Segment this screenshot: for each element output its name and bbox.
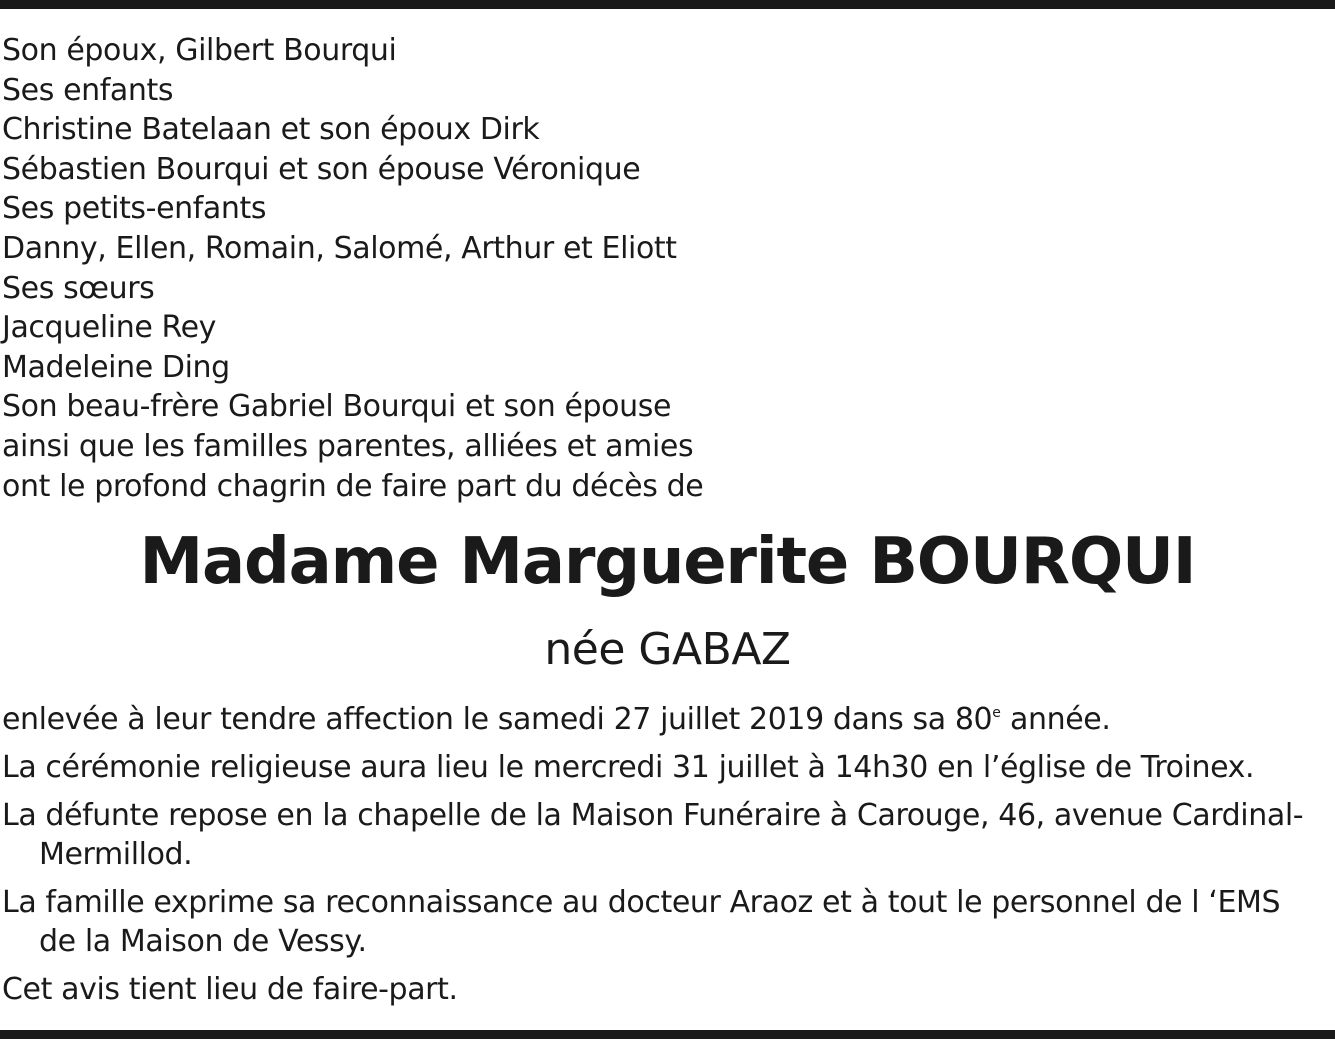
death-text: enlevée à leur tendre affection le samedi 27 juillet 2019 dans sa 80 — [2, 702, 993, 737]
rest-info-line: La défunte repose en la chapelle de la Maison Funéraire à Carouge, 46, avenue Cardinal- — [2, 798, 1304, 833]
family-line: Danny, Ellen, Romain, Salomé, Arthur et Eliott — [2, 230, 677, 266]
maiden-name: née GABAZ — [544, 624, 791, 675]
rest-info — [2, 796, 1335, 874]
rest-info-line: Mermillod. — [39, 837, 193, 872]
family-line: Christine Batelaan et son époux Dirk — [2, 112, 540, 148]
family-line: Son beau-frère Gabriel Bourqui et son épouse — [2, 389, 672, 425]
family-list — [2, 31, 902, 506]
death-text-end: année. — [1000, 702, 1111, 737]
family-line: Madeleine Ding — [2, 349, 230, 385]
family-line: Jacqueline Rey — [2, 310, 217, 346]
family-line: Sébastien Bourqui et son épouse Véronique — [2, 151, 641, 187]
death-notice — [2, 700, 1335, 739]
top-rule — [0, 0, 1335, 9]
deceased-name: Madame Marguerite BOURQUI — [139, 525, 1196, 599]
ordinal-suffix: e — [992, 705, 1001, 721]
closing-note: Cet avis tient lieu de faire-part. — [2, 972, 458, 1007]
family-line: ainsi que les familles parentes, alliées et amies — [2, 428, 694, 464]
thanks-info-line: de la Maison de Vessy. — [39, 924, 367, 959]
family-line: Son époux, Gilbert Bourqui — [2, 33, 397, 68]
family-line: ont le profond chagrin de faire part du décès de — [2, 468, 704, 504]
family-line: Ses petits-enfants — [2, 191, 267, 227]
thanks-info-line: La famille exprime sa reconnaissance au docteur Araoz et à tout le personnel de l ‘EMS — [2, 885, 1281, 920]
family-line: Ses enfants — [2, 72, 174, 108]
ceremony-info: La cérémonie religieuse aura lieu le mercredi 31 juillet à 14h30 en l’église de Troinex. — [2, 750, 1255, 785]
bottom-rule — [0, 1030, 1335, 1039]
thanks-info — [2, 883, 1335, 961]
notice-details — [2, 700, 1335, 1009]
family-line: Ses sœurs — [2, 270, 155, 306]
